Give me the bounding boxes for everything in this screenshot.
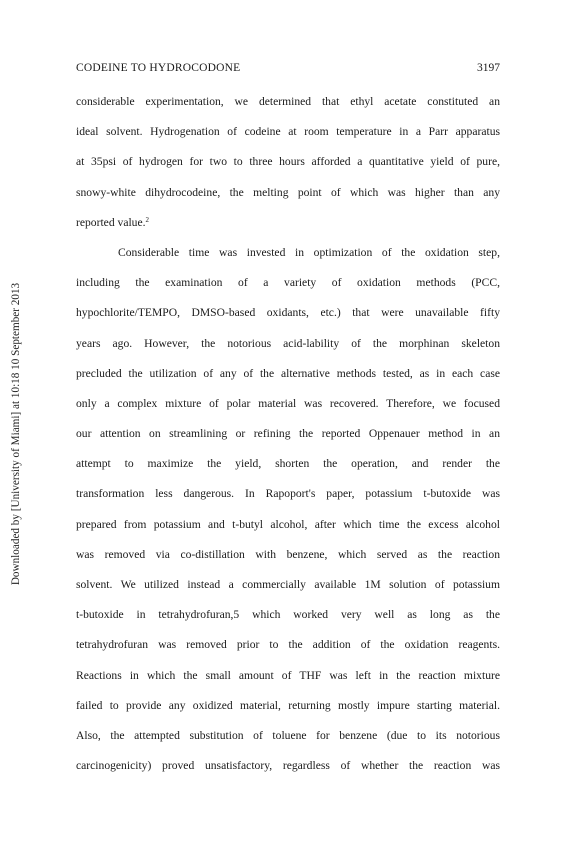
text-line: Reactions in which the small amount of THF was left in the reaction mixture [76, 668, 500, 682]
page-number: 3197 [477, 62, 500, 74]
page-header [76, 62, 500, 78]
text-line: ideal solvent. Hydrogenation of codeine at room temperature in a Parr apparatus [76, 125, 500, 139]
text-line: Considerable time was invested in optimization of the oxidation step, [118, 245, 500, 259]
body-text [76, 95, 500, 789]
footnote-reference: 2 [145, 215, 150, 224]
text-line: transformation less dangerous. In Rapoport's paper, potassium t-butoxide was [76, 487, 500, 501]
text-line: was removed via co-distillation with benzene, which served as the reaction [76, 547, 500, 561]
text-line: Also, the attempted substitution of toluene for benzene (due to its notorious [76, 728, 500, 742]
text-line: including the examination of a variety of oxidation methods (PCC, [76, 276, 500, 290]
download-stamp-text: Downloaded by [University of Miami] at 10:18 10 September 2013 [10, 282, 22, 586]
text-line-content: reported value. [76, 215, 146, 229]
text-line: carcinogenicity) proved unsatisfactory, regardless of whether the reaction was [76, 759, 500, 773]
download-stamp [6, 248, 26, 620]
text-line: solvent. We utilized instead a commercially available 1M solution of potassium [76, 578, 500, 591]
text-line: considerable experimentation, we determined that ethyl acetate constituted an [76, 95, 500, 108]
text-line: t-butoxide in tetrahydrofuran,5 which worked very well as long as the [76, 608, 500, 622]
text-line: precluded the utilization of any of the alternative methods tested, as in each case [76, 366, 500, 380]
text-line: hypochlorite/TEMPO, DMSO-based oxidants, etc.) that were unavailable fifty [76, 306, 500, 320]
text-line [76, 216, 500, 246]
text-line: prepared from potassium and t-butyl alcohol, after which time the excess alcohol [76, 517, 500, 531]
text-line: failed to provide any oxidized material, returning mostly impure starting material. [76, 698, 500, 712]
text-line: attempt to maximize the yield, shorten the operation, and render the [76, 457, 500, 471]
text-line: our attention on streamlining or refining the reported Oppenauer method in an [76, 427, 500, 441]
running-head: CODEINE TO HYDROCODONE [76, 62, 241, 74]
text-line: snowy-white dihydrocodeine, the melting point of which was higher than any [76, 185, 500, 199]
text-line: tetrahydrofuran was removed prior to the addition of the oxidation reagents. [76, 638, 500, 652]
text-line: years ago. However, the notorious acid-lability of the morphinan skeleton [76, 336, 500, 350]
text-line: at 35psi of hydrogen for two to three hours afforded a quantitative yield of pure, [76, 155, 500, 169]
text-line: only a complex mixture of polar material was recovered. Therefore, we focused [76, 396, 500, 410]
